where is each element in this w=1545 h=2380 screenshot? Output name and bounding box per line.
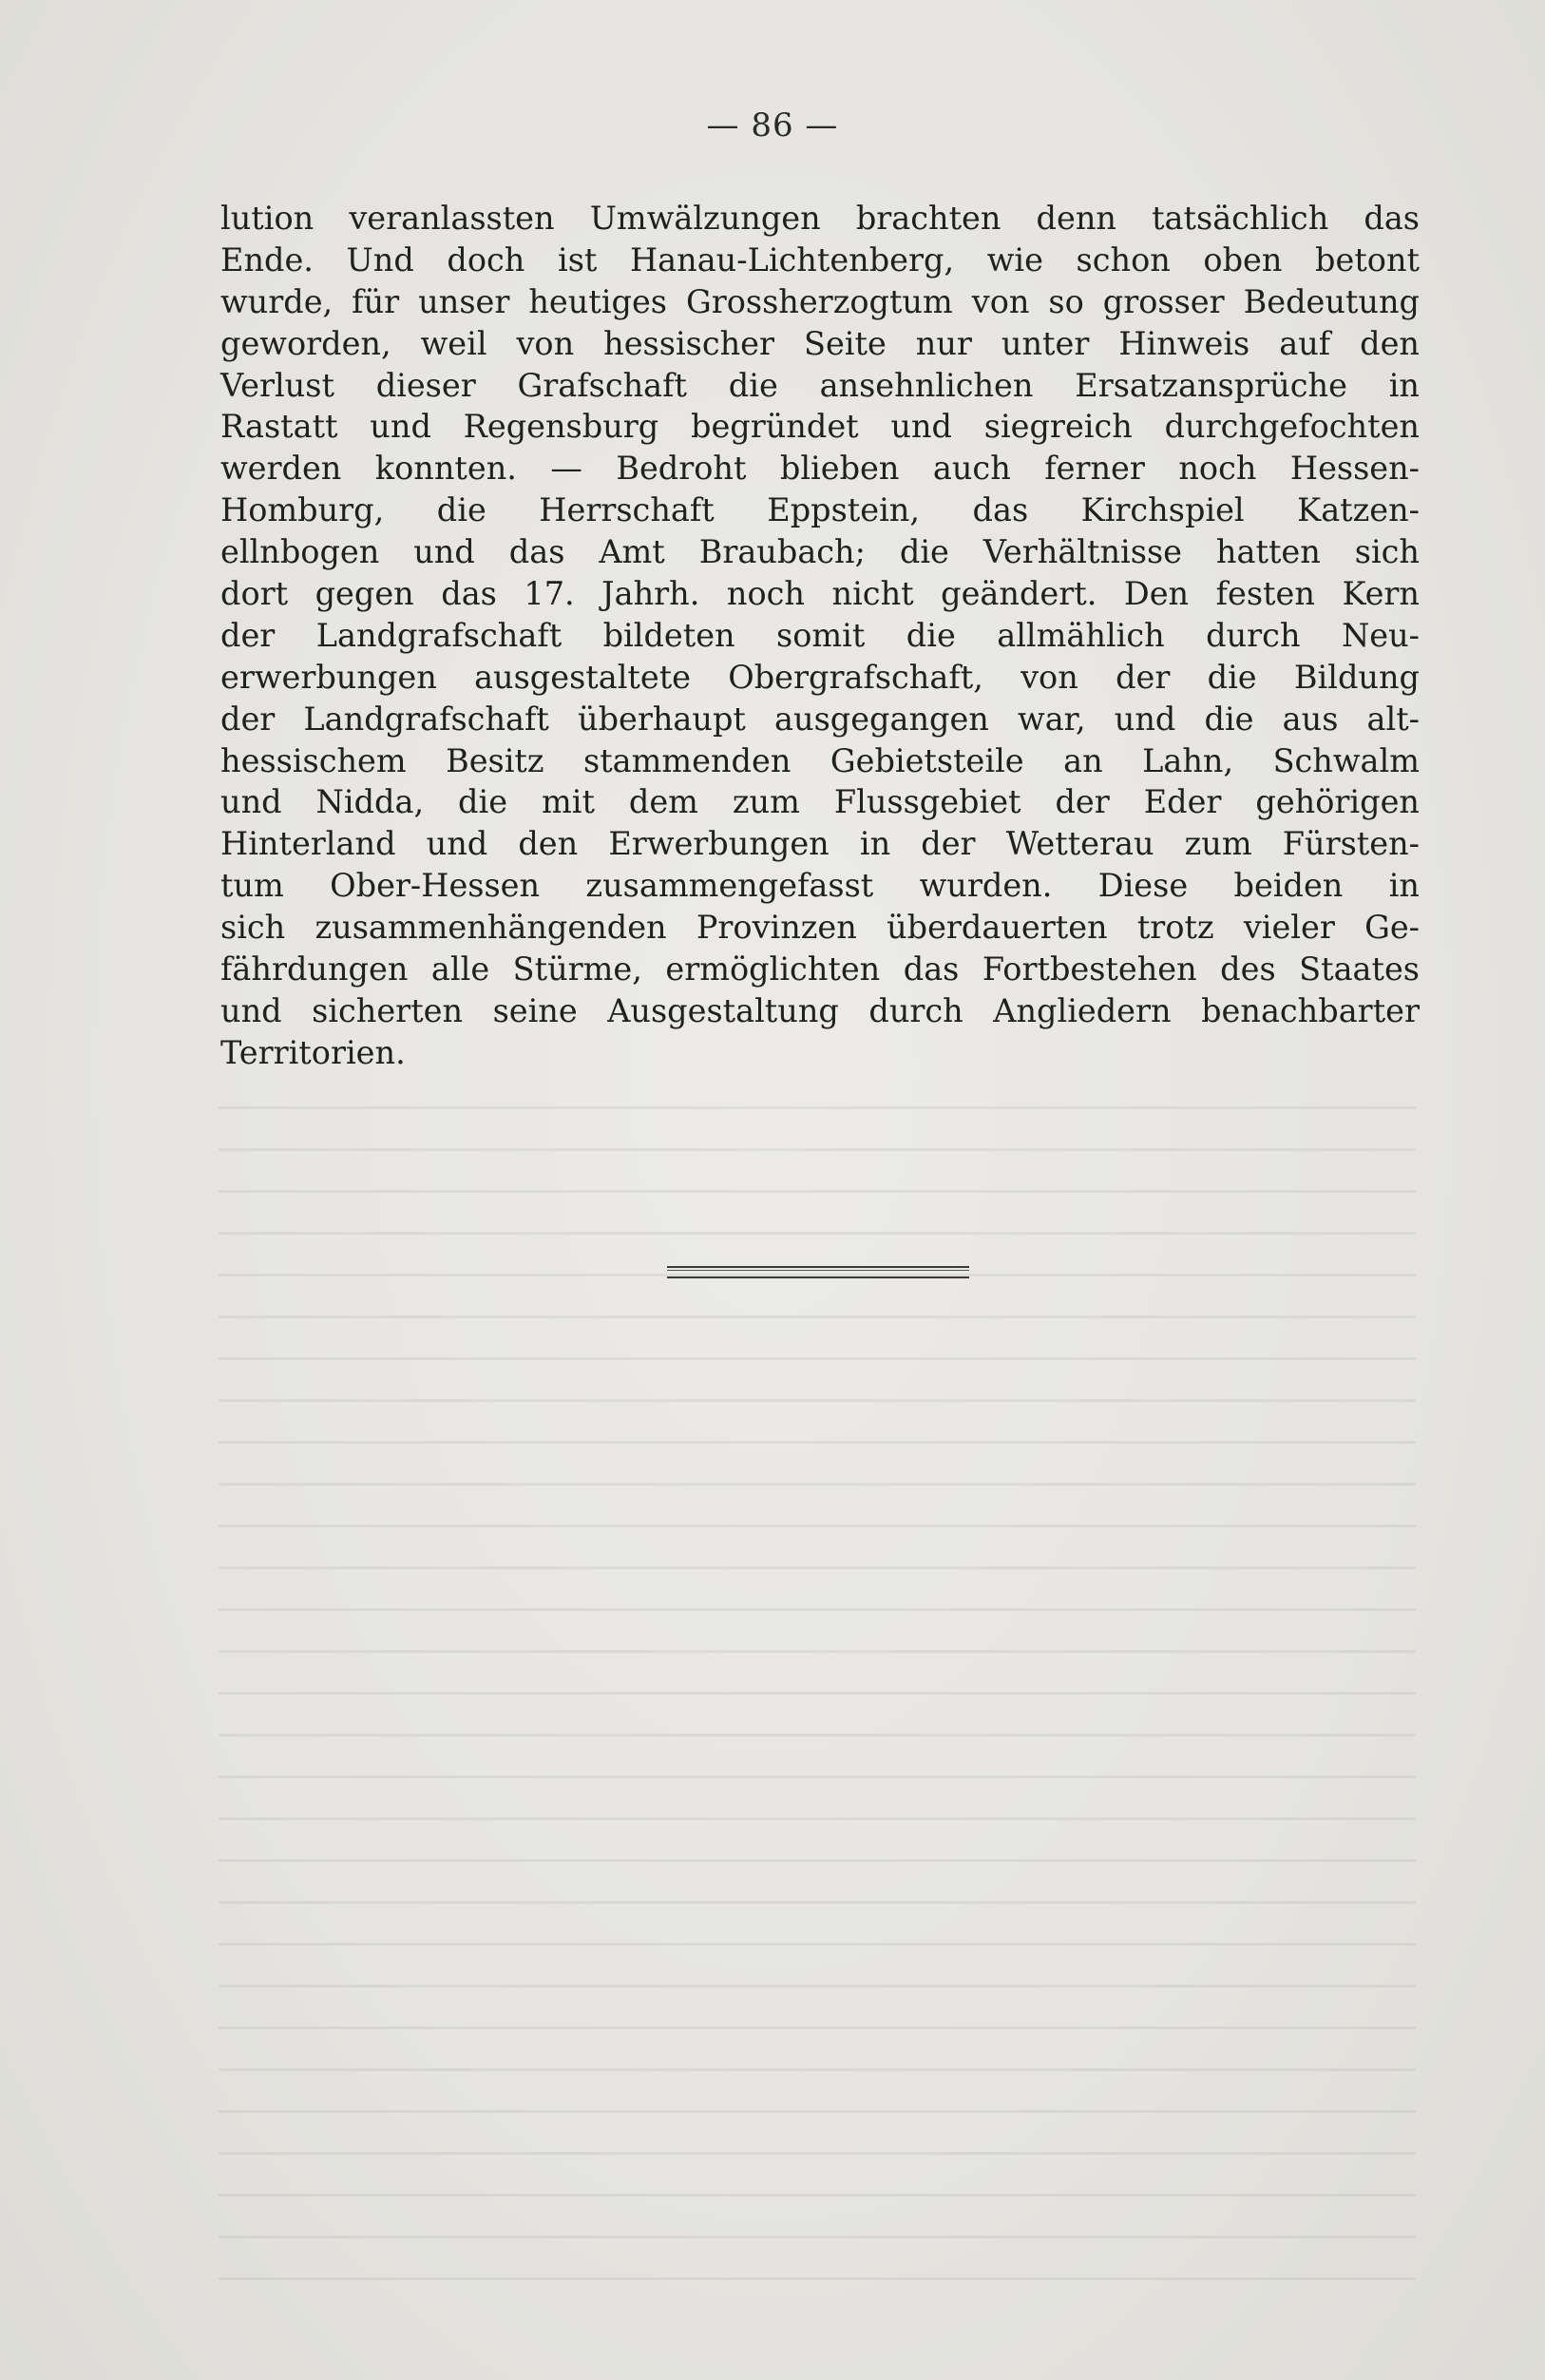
text-line: dort gegen das 17. Jahrh. noch nicht geändert. Den festen Kern <box>220 575 1420 613</box>
text-line: geworden, weil von hessischer Seite nur unter Hinweis auf den <box>220 324 1420 362</box>
text-line: erwerbungen ausgestaltete Obergrafschaft, von der die Bildung <box>220 658 1420 696</box>
text-line: Rastatt und Regensburg begründet und siegreich durchgefochten <box>220 408 1420 446</box>
text-line: ellnbogen und das Amt Braubach; die Verhältnisse hatten sich <box>220 533 1420 571</box>
text-line: wurde, für unser heutiges Grossherzogtum von so grosser Bedeutung <box>220 282 1420 320</box>
text-line: und Nidda, die mit dem zum Flussgebiet der Eder gehörigen <box>220 783 1420 821</box>
text-line: lution veranlassten Umwälzungen brachten denn tatsächlich das <box>220 200 1420 237</box>
text-line: Ende. Und doch ist Hanau-Lichtenberg, wie schon oben betont <box>220 240 1420 278</box>
text-line: der Landgrafschaft bildeten somit die allmählich durch Neu- <box>220 616 1420 654</box>
text-line: der Landgrafschaft überhaupt ausgegangen war, und die aus alt- <box>220 700 1420 738</box>
text-line: hessischem Besitz stammenden Gebietsteile an Lahn, Schwalm <box>220 741 1420 779</box>
text-line: tum Ober-Hessen zusammengefasst wurden. Diese beiden in <box>220 867 1420 905</box>
text-line: Homburg, die Herrschaft Eppstein, das Kirchspiel Katzen- <box>220 491 1420 529</box>
show-through-texture <box>219 1074 1416 2281</box>
page-number: — 86 — <box>706 106 839 144</box>
body-text <box>220 198 1420 1074</box>
text-line: Hinterland und den Erwerbungen in der Wetterau zum Fürsten- <box>220 825 1420 863</box>
text-line: Territorien. <box>220 1033 406 1071</box>
text-line: Verlust dieser Grafschaft die ansehnlichen Ersatzansprüche in <box>220 366 1420 404</box>
text-line: fährdungen alle Stürme, ermöglichten das Fortbestehen des Staates <box>220 950 1420 988</box>
text-line: und sicherten seine Ausgestaltung durch Angliedern benachbarter <box>220 991 1420 1029</box>
text-line: werden konnten. — Bedroht blieben auch ferner noch Hessen- <box>220 450 1420 488</box>
text-line: sich zusammenhängenden Provinzen überdauerten trotz vieler Ge- <box>220 909 1420 947</box>
section-end-rule <box>667 1266 969 1278</box>
